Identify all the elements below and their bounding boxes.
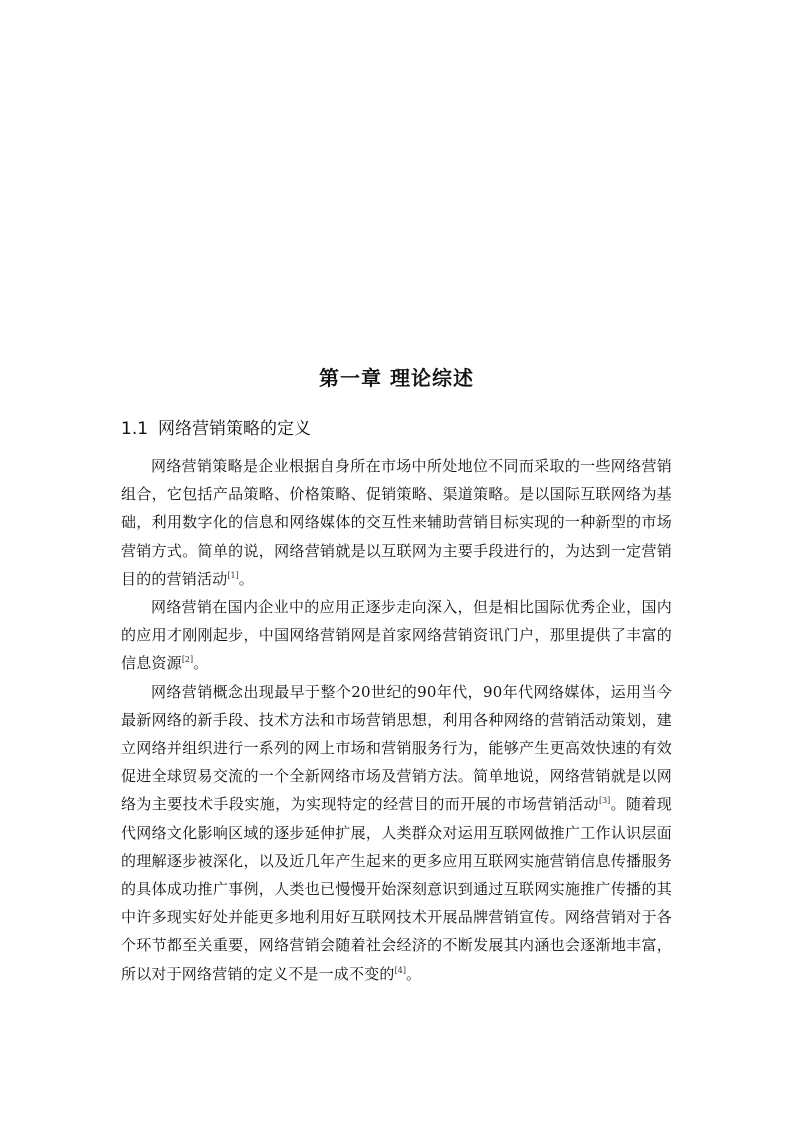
section-heading <box>121 416 311 442</box>
paragraph-3 <box>121 678 672 988</box>
section-body <box>121 452 672 988</box>
citation-marker: [1] <box>227 570 239 580</box>
paragraph-1 <box>121 452 672 593</box>
paragraph-tail: 。随着现代网络文化影响区域的逐步延伸扩展，人类群众对运用互联网做推广工作认识层面的理解逐步被深化，以及近几年产生起来的更多应用互联网实施营销信息传播服务的具体成功推广事例，人类也已慢慢开始深刻意识到通过互联网实施推广传播的其中许多现实好处并能更多地利用好互联网技术开展品牌营销宣传。网络营销对于各个环节都至关重要，网络营销会随着社会经济的不断发展其内涵也会逐渐地丰富，所以对于网络营销的定义不是一成不变的 <box>121 795 672 983</box>
paragraph-tail: 。 <box>405 964 422 983</box>
paragraph-text: 网络营销策略是企业根据自身所在市场中所处地位不同而采取的一些网络营销组合，它包括产品策略、价格策略、促销策略、渠道策略。是以国际互联网络为基础，利用数字化的信息和网络媒体的交互性来辅助营销目标实现的一种新型的市场营销方式。简单的说，网络营销就是以互联网为主要手段进行的，为达到一定营销目的的营销活动 <box>121 457 672 588</box>
paragraph-text: 网络营销概念出现最早于整个20世纪的90年代，90年代网络媒体，运用当今最新网络的新手段、技术方法和市场营销思想，利用各种网络的营销活动策划，建立网络并组织进行一系列的网上市场和营销服务行为，能够产生更高效快速的有效促进全球贸易交流的一个全新网络市场及营销方法。简单地说，网络营销就是以网络为主要技术手段实施，为实现特定的经营目的而开展的市场营销活动 <box>121 682 672 814</box>
citation-marker: [2] <box>181 655 194 665</box>
citation-marker: [4] <box>394 965 406 975</box>
chapter-title: 第一章 理论综述 <box>319 366 474 390</box>
paragraph-tail: 。 <box>193 654 209 673</box>
paragraph-2 <box>121 593 672 678</box>
paragraph-text: 网络营销在国内企业中的应用正逐步走向深入，但是相比国际优秀企业，国内的应用才刚刚起步，中国网络营销网是首家网络营销资讯门户，那里提供了丰富的信息资源 <box>121 598 672 673</box>
section-number: 1.1 <box>121 419 149 439</box>
paragraph-tail: 。 <box>238 569 254 588</box>
citation-marker: [3] <box>598 796 611 806</box>
section-title: 网络营销策略的定义 <box>158 419 312 439</box>
